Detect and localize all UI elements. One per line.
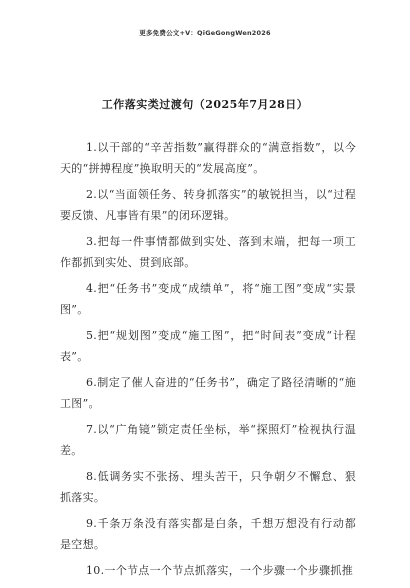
paragraph: 8.低调务实不张扬、埋头苦干，只争朝夕不懈怠、狠抓落实。 [60,470,356,504]
paragraph: 3.把每一件事情都做到实处、落到末端，把每一项工作都抓到实处、贯到底部。 [60,235,356,269]
paragraph: 1.以干部的“辛苦指数”赢得群众的“满意指数”，以今天的“拼搏程度”换取明天的“发展高度”。 [60,141,356,175]
paragraph: 4.把“任务书”变成“成绩单”，将“施工图”变成“实景图”。 [60,282,356,316]
paragraph: 10.一个节点一个节点抓落实，一个步骤一个步骤抓推 [86,564,353,577]
paragraph: 7.以“广角镜”锁定责任坐标，举“探照灯”检视执行温差。 [60,423,356,457]
paragraph: 5.把“规划图”变成“施工图”，把“时间表”变成“计程表”。 [60,329,356,363]
paragraph: 9.千条万条没有落实都是白条，千想万想没有行动都是空想。 [60,517,356,551]
header-note: 更多免费公文+V：QiGeGongWen2026 [139,29,271,37]
paragraph: 2.以“当面领任务、转身抓落实”的敏锐担当，以“过程要反馈、凡事皆有果”的闭环逻辑。 [60,188,356,222]
document-body [60,138,356,588]
document-title: 工作落实类过渡句（2025年7月28日） [101,98,309,111]
paragraph: 6.制定了催人奋进的“任务书”，确定了路径清晰的“施工图”。 [60,376,356,410]
